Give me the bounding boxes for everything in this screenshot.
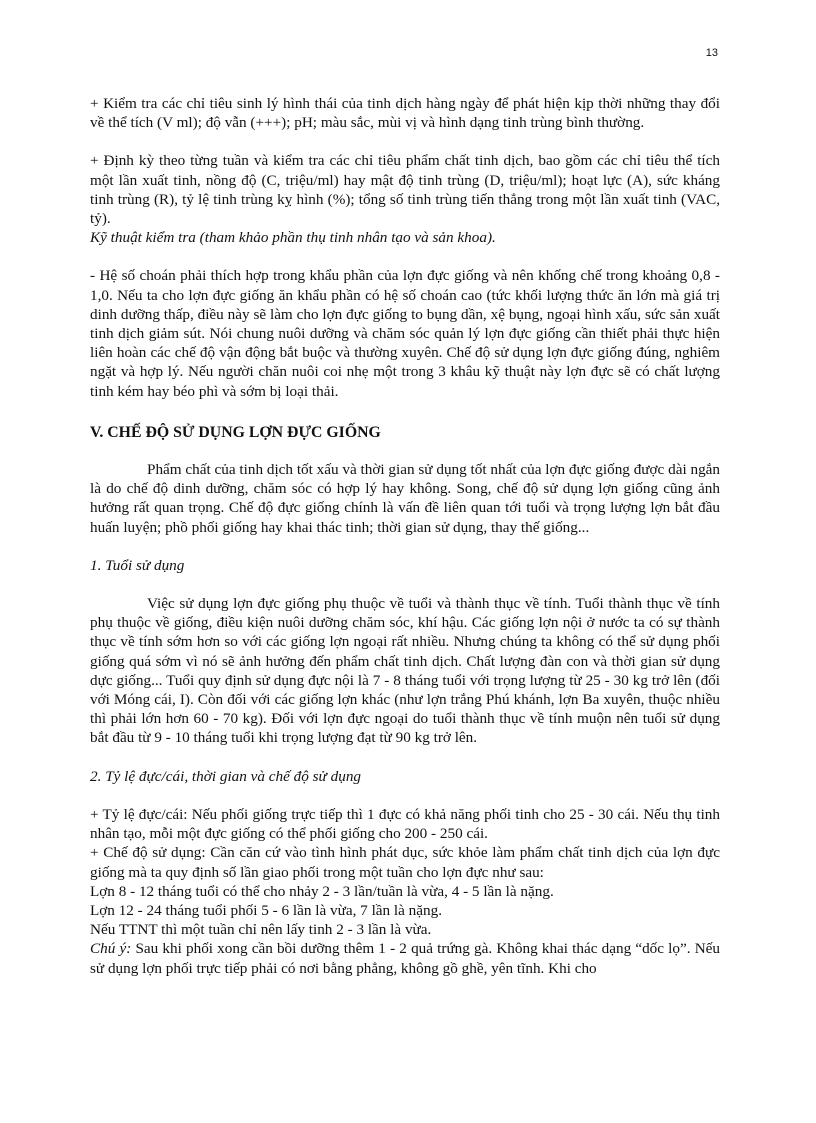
paragraph-male-female-ratio: + Tỷ lệ đực/cái: Nếu phối giống trực tiếp thì 1 đực có khả năng phối tinh cho 25 - 30 cái. Nếu thụ tinh nhân tạo, mỗi một đực giống có thể phối giống cho 200 - 250 cái. [90, 805, 720, 843]
paragraph-usage-regime: + Chế độ sử dụng: Cần căn cứ vào tình hình phát dục, sức khỏe làm phẩm chất tinh dịch của lợn đực giống mà ta quy định số lần giao phối trong một tuần cho lợn đực như sau: [90, 844, 720, 881]
paragraph-semen-daily-check: + Kiểm tra các chỉ tiêu sinh lý hình thái của tinh dịch hàng ngày để phát hiện kịp thời những thay đổi về thể tích (V ml); độ vẫn (+++); pH; màu sắc, mùi vị và hình dạng tinh trùng bình thường. [90, 95, 720, 132]
page-number: 13 [705, 47, 718, 59]
usage-line-8-12-months: Lợn 8 - 12 tháng tuổi có thể cho nhảy 2 - 3 lần/tuần là vừa, 4 - 5 lần là nặng. [90, 882, 554, 900]
paragraph-age-of-use: Việc sử dụng lợn đực giống phụ thuộc về tuổi và thành thục về tính. Tuổi thành thục về tính phụ thuộc về giống, điều kiện nuôi dưỡng chăm sóc, khí hậu. Các giống lợn nội ở nước ta có sự thành thục về tính sớm hơn so với các giống lợn ngoại rất nhiều. Nhưng chúng ta không có thể sử dụng phối giống quá sớm vì nó sẽ ảnh hưởng đến phẩm chất tinh dịch. Chất lượng đàn con và thời gian sử dụng dực giống... Tuổi quy định sử dụng đực nội là 7 - 8 tháng tuổi với trọng lượng từ 25 - 30 kg trở lên (đối với Móng cái, I). Còn đối với các giống lợn khác (như lợn trắng Phú khánh, lợn Ba xuyên, thuộc nhiều thì phải lớn hơn 60 - 70 kg). Đối với lợn đực ngoại do tuổi thành thục về tính muộn nên tuổi sử dụng bắt đầu từ 9 - 10 tháng tuổi khi trọng lượng đạt từ 90 kg trở lên. [90, 595, 720, 747]
paragraph-semen-quality: Phẩm chất của tinh dịch tốt xấu và thời gian sử dụng tốt nhất của lợn đực giống được dài ngắn là do chế độ dinh dưỡng, chăm sóc có hợp lý hay không. Song, chế độ sử dụng lợn giống cũng ảnh hưởng rất quan trọng. Chế độ đực giống chính là vấn đề liên quan tới tuổi và trọng lượng lợn bắt đầu huấn luyện; phồ phối giống hay khai thác tinh; thời gian sử dụng, thay thế giống... [90, 461, 720, 536]
note-text: Sau khi phối xong cần bồi dưỡng thêm 1 - 2 quả trứng gà. Không khai thác dạng “dốc lọ”. Nếu sử dụng lợn phối trực tiếp phải có nơi bằng phẳng, không gồ ghề, yên tĩnh. Khi cho [90, 940, 720, 977]
paragraph-inspection-technique: Kỹ thuật kiểm tra (tham khảo phần thụ tinh nhân tạo và sản khoa). [90, 229, 496, 247]
paragraph-note [90, 939, 720, 977]
subheading-ratio-and-regime: 2. Tỷ lệ đực/cái, thời gian và chế độ sử dụng [90, 767, 362, 785]
usage-line-ttnt: Nếu TTNT thì một tuần chỉ nên lấy tinh 2 - 3 lần là vừa. [90, 921, 432, 939]
subheading-age-of-use: 1. Tuổi sử dụng [90, 556, 185, 574]
usage-line-12-24-months: Lợn 12 - 24 tháng tuổi phối 5 - 6 lần là vừa, 7 lần là nặng. [90, 901, 443, 919]
paragraph-feed-bulk-coefficient: - Hệ số choán phải thích hợp trong khẩu phần của lợn đực giống và nên khống chế trong khoảng 0,8 - 1,0. Nếu ta cho lợn đực giống ăn khẩu phần có hệ số choán cao (tức khối lượng thức ăn lớn mà giá trị dinh dưỡng thấp, điều này sẽ làm cho lợn đực giống to bụng dần, xệ bụng, ngoại hình xấu, sức sản xuất tinh dịch giảm sút. Nói chung nuôi dưỡng và chăm sóc quản lý lợn đực giống cần thiết phải thực hiện liên hoàn các chế độ vận động bắt buộc và thường xuyên. Chế độ sử dụng lợn đực giống đúng, nghiêm ngặt và hợp lý. Nếu người chăn nuôi coi nhẹ một trong 3 khâu kỹ thuật này lợn đực sẽ có chất lượng tinh kém hay béo phì và sớm bị loại thải. [90, 267, 720, 400]
paragraph-semen-weekly-check: + Định kỳ theo từng tuần và kiểm tra các chỉ tiêu phẩm chất tinh dịch, bao gồm các chỉ tiêu thể tích một lần xuất tinh, nồng độ (C, triệu/ml) hay mật độ tinh trùng (D, triệu/ml); hoạt lực (A), sức kháng tinh trùng (R), tỷ lệ tinh trùng kỵ hình (%); tổng số tinh trùng tiến thẳng trong một lần xuất tinh (VAC, tỷ). [90, 152, 720, 228]
section-heading-boar-usage: V. CHẾ ĐỘ SỬ DỤNG LỢN ĐỰC GIỐNG [90, 423, 381, 441]
document-body [90, 94, 720, 978]
note-label: Chú ý: [90, 940, 132, 958]
